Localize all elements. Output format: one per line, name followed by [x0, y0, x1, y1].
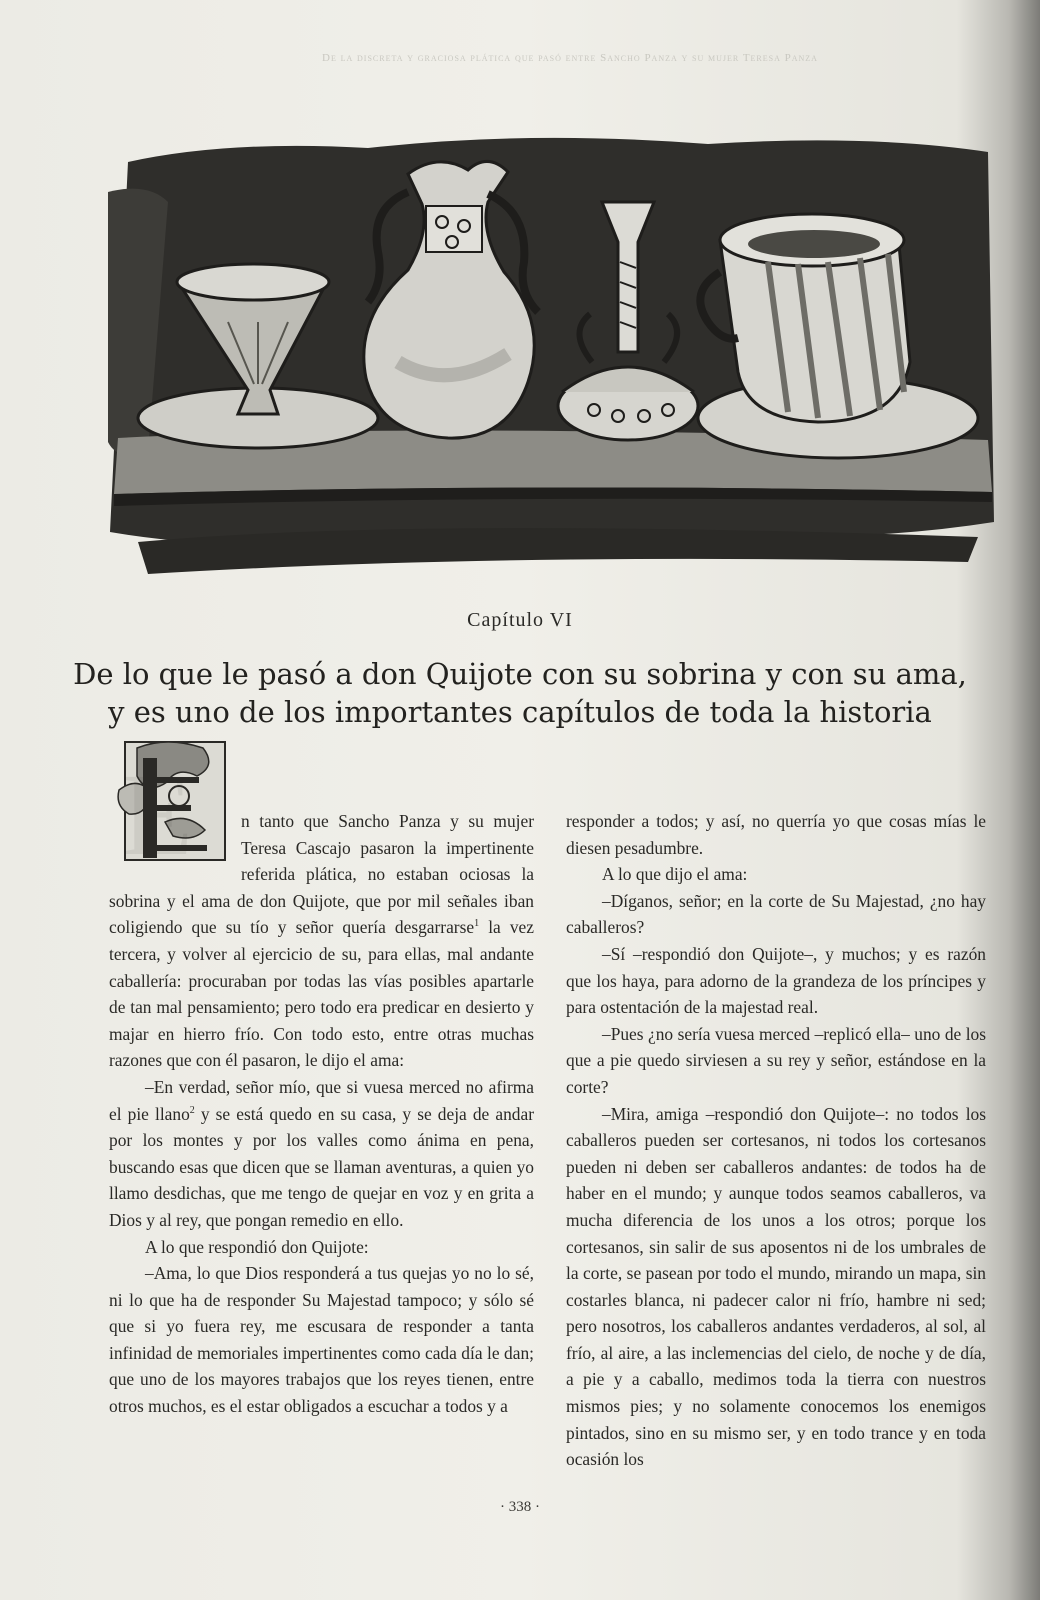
show-through-header: De la discreta y graciosa plática que pasó entre Sancho Panza y su mujer Teresa Panza [322, 52, 818, 64]
paragraph-2-part-b: y se está quedo en su casa, y se deja de andar por los montes y por los valles como ánima en pena, buscando esas que dicen que se llaman aventuras, a quien yo llamo desdichas, que me tengo de quejar en voz y en grita a Dios y al rey, que pongan remedio en ello. [109, 1103, 534, 1230]
paragraph-2 [109, 1074, 534, 1234]
chapter-label: Capítulo VI [467, 609, 573, 631]
still-life-illustration [108, 122, 998, 580]
footnote-ref-2: 2 [189, 1104, 195, 1116]
chapter-title-line-2: y es uno de los importantes capítulos de toda la historia [108, 695, 932, 729]
paragraph-4: –Ama, lo que Dios responderá a tus quejas yo no lo sé, ni lo que ha de responder Su Majestad tampoco; y sólo sé que si yo fuera rey, me escusara de responder a tanta infinidad de memoriales impertinentes como cada día le dan; que uno de los mayores trabajos que los reyes tienen, entre otros muchos, es el estar obligados a escuchar a todos y a [109, 1263, 534, 1417]
paragraph-1-part-a: n tanto que Sancho Panza y su mujer Teresa Cascajo pasaron la impertinente referida plática, no estaban ociosas la sobrina y el ama de don Quijote, que por mil señales iban coligiendo que su tío y señor quería desgarrarse [109, 811, 534, 938]
chapter-title-line-1: De lo que le pasó a don Quijote con su sobrina y con su ama, [73, 657, 967, 691]
dropcap-letter: E [121, 749, 194, 864]
paragraph-9: –Pues ¿no sería vuesa merced –replicó ella– uno de los que a pie quedo sirviesen a su rey y señor, estándose en la corte? [566, 1023, 986, 1097]
paragraph-2-part-a: –En verdad, señor mío, que si vuesa merced no afirma el pie llano [109, 1076, 534, 1124]
paragraph-5: responder a todos; y así, no querría yo que cosas mías le diesen pesadumbre. [566, 811, 986, 858]
left-text-column [109, 749, 534, 1420]
paragraph-7: –Díganos, señor; en la corte de Su Majestad, ¿no hay caballeros? [566, 890, 986, 938]
right-text-column [566, 808, 986, 1473]
paragraph-3: A lo que respondió don Quijote: [145, 1236, 369, 1257]
paragraph-6: A lo que dijo el ama: [602, 864, 748, 885]
paragraph-8: –Sí –respondió don Quijote–, y muchos; y es razón que los haya, para adorno de la grandeza de los príncipes y para ostentación de la majestad real. [566, 943, 986, 1018]
chapter-title [60, 655, 980, 731]
footnote-ref-1: 1 [474, 918, 480, 930]
paragraph-1-part-b: la vez tercera, y volver al ejercicio de su, para ellas, mal andante caballería: procuraban por todas las vías posibles apartarle de tan mal pensamiento; pero todo era predicar en desierto y majar en hierro frío. Con todo esto, entre otras muchas razones que con él pasaron, le dijo el ama: [109, 917, 534, 1071]
page-number: · 338 · [500, 1499, 540, 1515]
ornamental-dropcap-e [107, 736, 231, 864]
paragraph-10: –Mira, amiga –respondió don Quijote–: no todos los caballeros pueden ser cortesanos, ni todos los cortesanos pueden ni deben ser caballeros andantes: de todos ha de haber en el mundo; y aunque todos seamos caballeros, va mucha diferencia de los unos a los otros; porque los cortesanos, sin salir de sus aposentos ni de los umbrales de la corte, se pasean por todo el mundo, mirando un mapa, sin costarles blanca, ni padecer calor ni frío, hambre ni sed; pero nosotros, los caballeros andantes verdaderos, al sol, al frío, al aire, a las inclemencias del cielo, de noche y de día, a pie y a caballo, medimos toda la tierra con nuestros mismos pies; y no solamente conocemos los enemigos pintados, sino en su mismo ser, y en todo trance y en toda ocasión los [566, 1103, 986, 1470]
